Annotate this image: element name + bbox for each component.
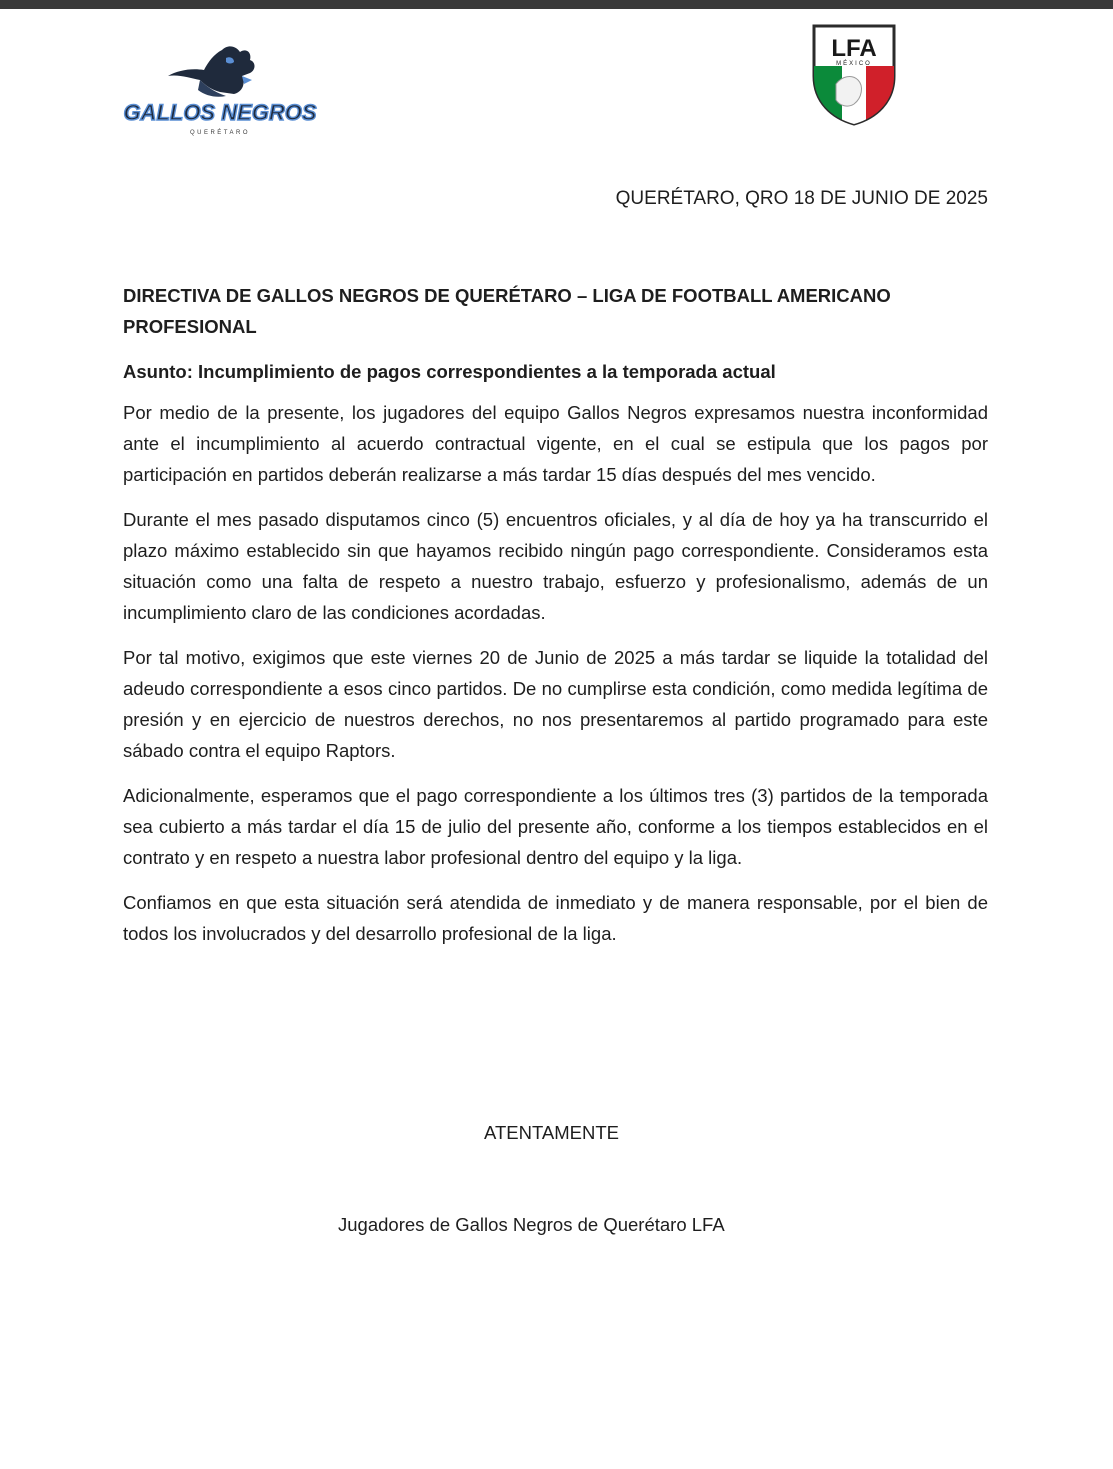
signature: Jugadores de Gallos Negros de Querétaro LFA	[338, 1214, 725, 1235]
rooster-head-icon	[122, 40, 318, 140]
letter-heading: DIRECTIVA DE GALLOS NEGROS DE QUERÉTARO – LIGA DE FOOTBALL AMERICANO PROFESIONAL	[123, 285, 891, 337]
paragraph-5: Confiamos en que esta situación será atendida de inmediato y de manera responsable, por el bien de todos los involucrados y del desarrollo profesional de la liga.	[123, 892, 988, 944]
closing: ATENTAMENTE	[484, 1122, 619, 1143]
letter-date: QUERÉTARO, QRO 18 DE JUNIO DE 2025	[615, 188, 988, 209]
letter-body	[123, 280, 988, 963]
letter-subject: Asunto: Incumplimiento de pagos correspondientes a la temporada actual	[123, 361, 776, 382]
left-logo-subtext: QUERÉTARO	[189, 130, 251, 136]
right-logo-subtext: MÉXICO	[836, 61, 872, 67]
lfa-logo	[806, 22, 902, 128]
right-logo-text: LFA	[831, 35, 877, 62]
paragraph-1: Por medio de la presente, los jugadores del equipo Gallos Negros expresamos nuestra inconformidad ante el incumplimiento al acuerdo contractual vigente, en el cual se estipula que los pagos por participación en partidos deberán realizarse a más tardar 15 días después del mes vencido.	[123, 402, 988, 485]
gallos-negros-logo	[122, 40, 318, 140]
paragraph-4: Adicionalmente, esperamos que el pago correspondiente a los últimos tres (3) partidos de la temporada sea cubierto a más tardar el día 15 de julio del presente año, conforme a los tiempos establecidos en el contrato y en respeto a nuestra labor profesional dentro del equipo y la liga.	[123, 785, 988, 868]
lfa-shield-icon	[806, 22, 902, 128]
paragraph-2: Durante el mes pasado disputamos cinco (5) encuentros oficiales, y al día de hoy ya ha transcurrido el plazo máximo establecido sin que hayamos recibido ningún pago correspondiente. Consideramos esta situación como una falta de respeto a nuestro trabajo, esfuerzo y profesionalismo, además de un incumplimiento claro de las condiciones acordadas.	[123, 509, 988, 623]
top-bar	[0, 0, 1113, 9]
left-logo-text: GALLOS NEGROS	[123, 100, 317, 125]
paragraph-3: Por tal motivo, exigimos que este viernes 20 de Junio de 2025 a más tardar se liquide la totalidad del adeudo correspondiente a esos cinco partidos. De no cumplirse esta condición, como medida legítima de presión y en ejercicio de nuestros derechos, no nos presentaremos al partido programado para este sábado contra el equipo Raptors.	[123, 647, 988, 761]
